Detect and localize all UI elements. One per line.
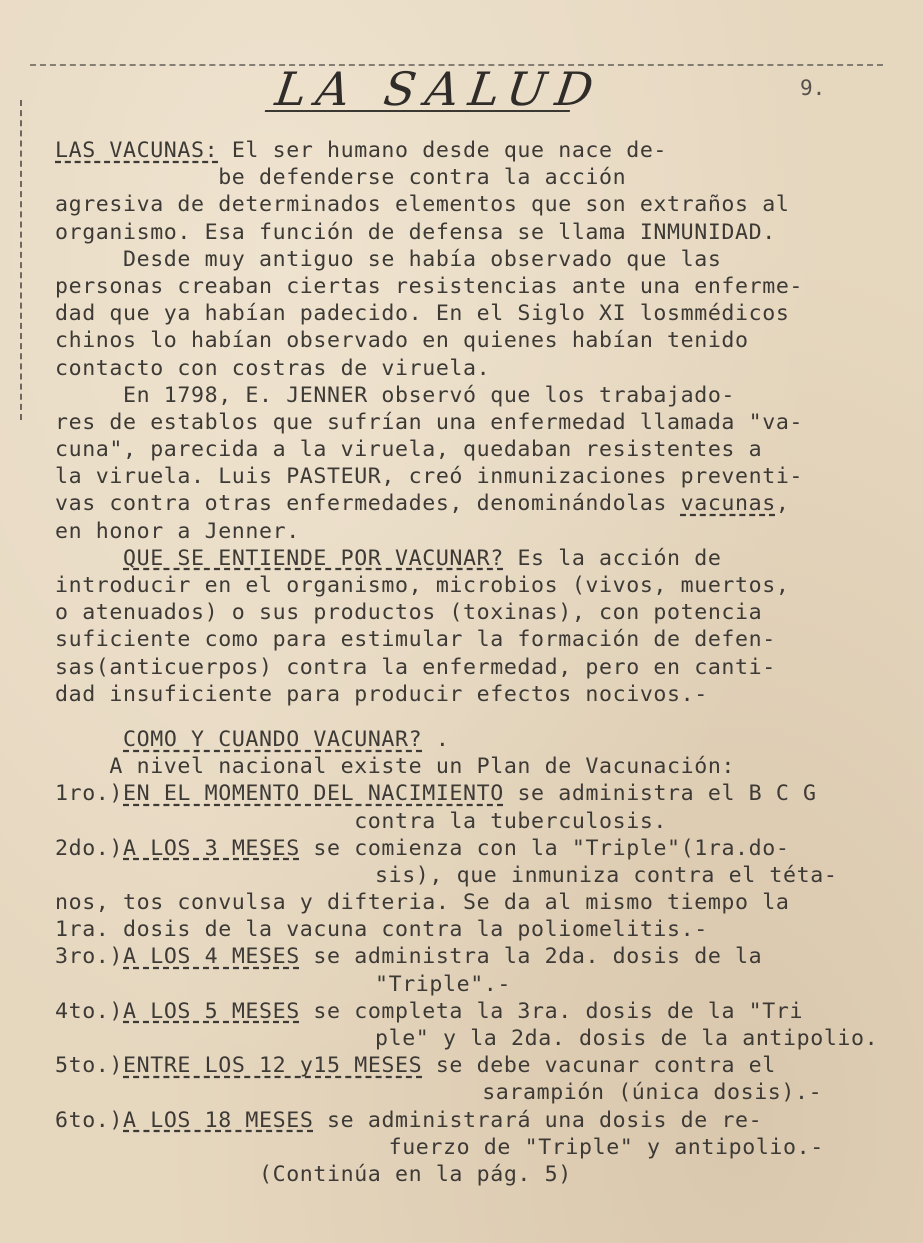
text-line: nos, tos convulsa y difteria. Se da al mismo tiempo la: [55, 890, 790, 916]
text-line: [55, 545, 905, 572]
text-line: [55, 490, 905, 517]
page-title: LA SALUD: [272, 62, 607, 116]
item-number: 2do.): [55, 835, 124, 861]
section-heading-vacunas: LAS VACUNAS:: [55, 138, 219, 163]
item-text: se debe vacunar contra el: [422, 1053, 776, 1079]
text-line: dad que ya habían padecido. En el Siglo XI losmmédicos: [55, 301, 790, 327]
section-heading-que-se-entiende: QUE SE ENTIENDE POR VACUNAR?: [123, 545, 504, 571]
schedule-item: [55, 1052, 905, 1079]
text-line: o atenuados) o sus productos (toxinas), con potencia: [55, 600, 763, 626]
item-number: 6to.): [55, 1107, 124, 1133]
item-text: se administrará una dosis de re-: [313, 1107, 763, 1133]
item-label: A LOS 18 MESES: [123, 1107, 314, 1133]
item-label: A LOS 3 MESES: [123, 835, 300, 861]
body-text: [55, 137, 905, 1188]
text-line: [55, 137, 905, 164]
text-line: 1ra. dosis de la vacuna contra la poliomelitis.-: [55, 917, 708, 943]
text-line: En 1798, E. JENNER observó que los trabajado-: [55, 382, 736, 408]
text-line: suficiente como para estimular la formación de defen-: [55, 627, 776, 653]
schedule-item: [55, 998, 905, 1025]
text-line: sarampión (única dosis).-: [455, 1080, 823, 1106]
text-line: [55, 726, 905, 753]
text-line: fuerzo de "Triple" y antipolio.-: [375, 1134, 824, 1160]
text-line: ple" y la 2da. dosis de la antipolio.: [375, 1026, 879, 1051]
indent: [55, 546, 123, 571]
text-line: sas(anticuerpos) contra la enfermedad, pero en canti-: [55, 654, 776, 680]
text-line: contra la tuberculosis.: [55, 808, 668, 834]
schedule-item: [55, 780, 905, 807]
indent: [55, 727, 123, 752]
margin-dashed-rule: [20, 100, 22, 420]
text-line: organismo. Esa función de defensa se llama INMUNIDAD.: [55, 219, 776, 245]
blank-line: [55, 708, 905, 726]
text-run: vas contra otras enfermedades, denominándolas: [55, 491, 681, 517]
text-line: A nivel nacional existe un Plan de Vacunación:: [55, 754, 736, 780]
item-text: se completa la 3ra. dosis de la "Tri: [299, 998, 804, 1024]
item-label: A LOS 5 MESES: [123, 998, 300, 1024]
section-heading-como-y-cuando: COMO Y CUANDO VACUNAR?: [123, 726, 423, 752]
text-line: cuna", parecida a la viruela, quedaban resistentes a: [55, 437, 763, 463]
item-number: 3ro.): [55, 944, 124, 970]
page-number: 9.: [800, 76, 826, 100]
text-line: sis), que inmuniza contra el téta-: [375, 862, 838, 888]
schedule-item: [55, 835, 905, 862]
text-line: la viruela. Luis PASTEUR, creó inmunizaciones preventi-: [55, 464, 804, 490]
text-line: dad insuficiente para producir efectos nocivos.-: [55, 681, 708, 707]
item-label: ENTRE LOS 12 y15 MESES: [123, 1053, 423, 1079]
text-line: agresiva de determinados elementos que son extraños al: [55, 192, 790, 218]
text-line: personas creaban ciertas resistencias ante una enferme-: [55, 273, 804, 299]
text-line: en honor a Jenner.: [55, 518, 300, 544]
schedule-item: [55, 1107, 905, 1134]
underlined-word-vacunas: vacunas: [680, 491, 776, 517]
text-line: res de establos que sufrían una enfermedad llamada "va-: [55, 409, 804, 435]
item-number: 1ro.): [55, 781, 124, 807]
text-line: chinos lo habían observado en quienes habían tenido: [55, 328, 749, 354]
text-line: contacto con costras de viruela.: [55, 355, 491, 381]
text-run: Es la acción de: [503, 545, 722, 571]
text-run: .: [422, 726, 450, 752]
item-text: se administra la 2da. dosis de la: [299, 944, 763, 970]
text-line: "Triple".-: [375, 971, 512, 997]
text-line: be defenderse contra la acción: [55, 165, 627, 191]
item-label: EN EL MOMENTO DEL NACIMIENTO: [123, 781, 504, 807]
text-line: Desde muy antiguo se había observado que las: [55, 246, 722, 272]
item-text: se comienza con la "Triple"(1ra.do-: [299, 835, 790, 861]
item-number: 5to.): [55, 1053, 124, 1079]
continuation-note: (Continúa en la pág. 5): [55, 1161, 572, 1187]
item-text: se administra el B C G: [503, 781, 817, 807]
text-line: introducir en el organismo, microbios (vivos, muertos,: [55, 573, 790, 598]
text-run: ,: [775, 491, 790, 517]
text-run: El ser humano desde que nace de-: [218, 138, 668, 163]
item-number: 4to.): [55, 998, 124, 1024]
item-label: A LOS 4 MESES: [123, 944, 300, 970]
schedule-item: [55, 943, 905, 970]
